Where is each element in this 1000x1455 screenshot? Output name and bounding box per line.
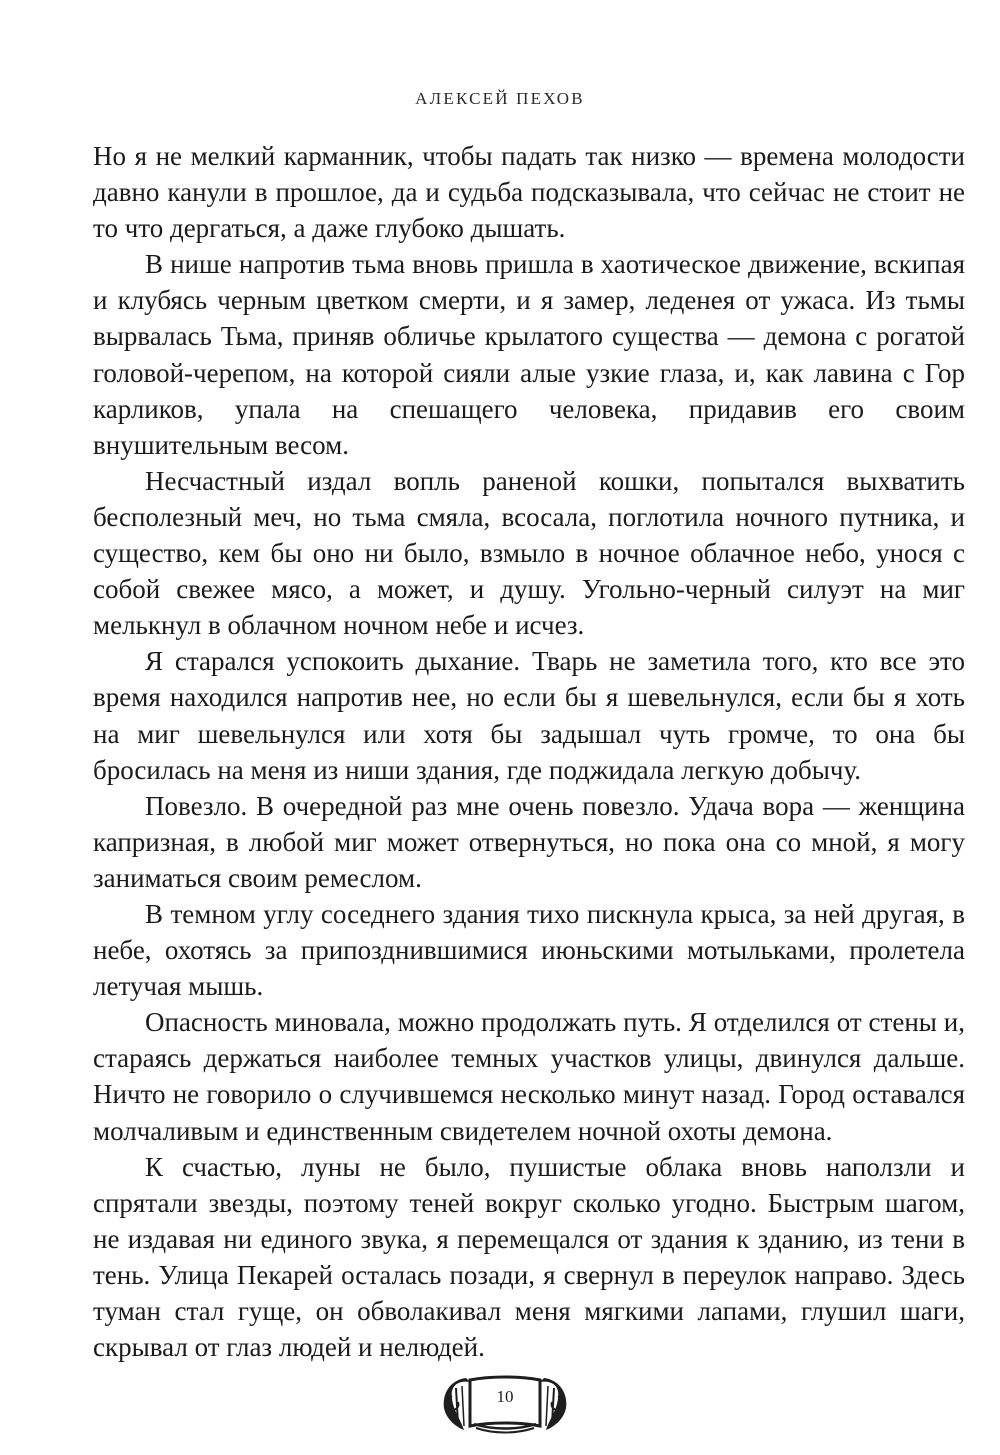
body-text: [93, 138, 965, 1365]
running-title: АЛЕКСЕЙ ПЕХОВ: [415, 89, 585, 108]
paragraph-1: Но я не мелкий карманник, чтобы падать так низко — времена молодости давно канули в прошлое, да и судьба подсказывала, что сейчас не стоит не то что дергаться, а даже глубоко дышать.: [93, 141, 965, 244]
paragraph-7: Опасность миновала, можно продолжать путь. Я отделился от стены и, стараясь держаться наиболее темных участков улицы, двинулся дальше. Ничто не говорило о случившемся несколько минут назад. Город оставался молчаливым и единственным свидетелем ночной охоты демона.: [93, 1007, 965, 1146]
paragraph-2: В нише напротив тьма вновь пришла в хаотическое движение, вскипая и клубясь черным цветком смерти, и я замер, леденея от ужаса. Из тьмы вырвалась Тьма, приняв обличье крылатого существа — демона с рогатой головой-черепом, на которой сияли алые узкие глаза, и, как лавина с Гор карликов, упала на спешащего человека, придавив его своим внушительным весом.: [93, 249, 965, 460]
page-number-ornament: [440, 1368, 570, 1438]
paragraph-5: Повезло. В очередной раз мне очень повезло. Удача вора — женщина капризная, в любой миг может отвернуться, но пока она со мной, я могу заниматься своим ремеслом.: [93, 790, 965, 893]
page-number: 10: [496, 1387, 514, 1406]
paragraph-3: Несчастный издал вопль раненой кошки, попытался выхватить бесполезный меч, но тьма смяла, всосала, поглотила ночного путника, и существо, кем бы оно ни было, взмыло в ночное облачное небо, унося с собой свежее мясо, а может, и душу. Угольно-черный силуэт на миг мелькнул в облачном ночном небе и исчез.: [93, 465, 965, 641]
paragraph-6: В темном углу соседнего здания тихо пискнула крыса, за ней другая, в небе, охотясь за припозднившимися июньскими мотыльками, пролетела летучая мышь.: [93, 898, 965, 1002]
paragraph-4: Я старался успокоить дыхание. Тварь не заметила того, кто все это время находился напротив нее, но если бы я шевельнулся, если бы я хоть на миг шевельнулся или хотя бы задышал чуть громче, то она бы бросилась на меня из ниши здания, где поджидала легкую добычу.: [93, 646, 965, 785]
paragraph-8: К счастью, луны не было, пушистые облака вновь наползли и спрятали звезды, поэтому теней вокруг сколько угодно. Быстрым шагом, не издавая ни единого звука, я перемещался от здания к зданию, из тени в тень. Улица Пекарей осталась позади, я свернул в переулок направо. Здесь туман стал гуще, он обволакивал меня мягкими лапами, глушил шаги, скрывал от глаз людей и нелюдей.: [93, 1151, 965, 1363]
